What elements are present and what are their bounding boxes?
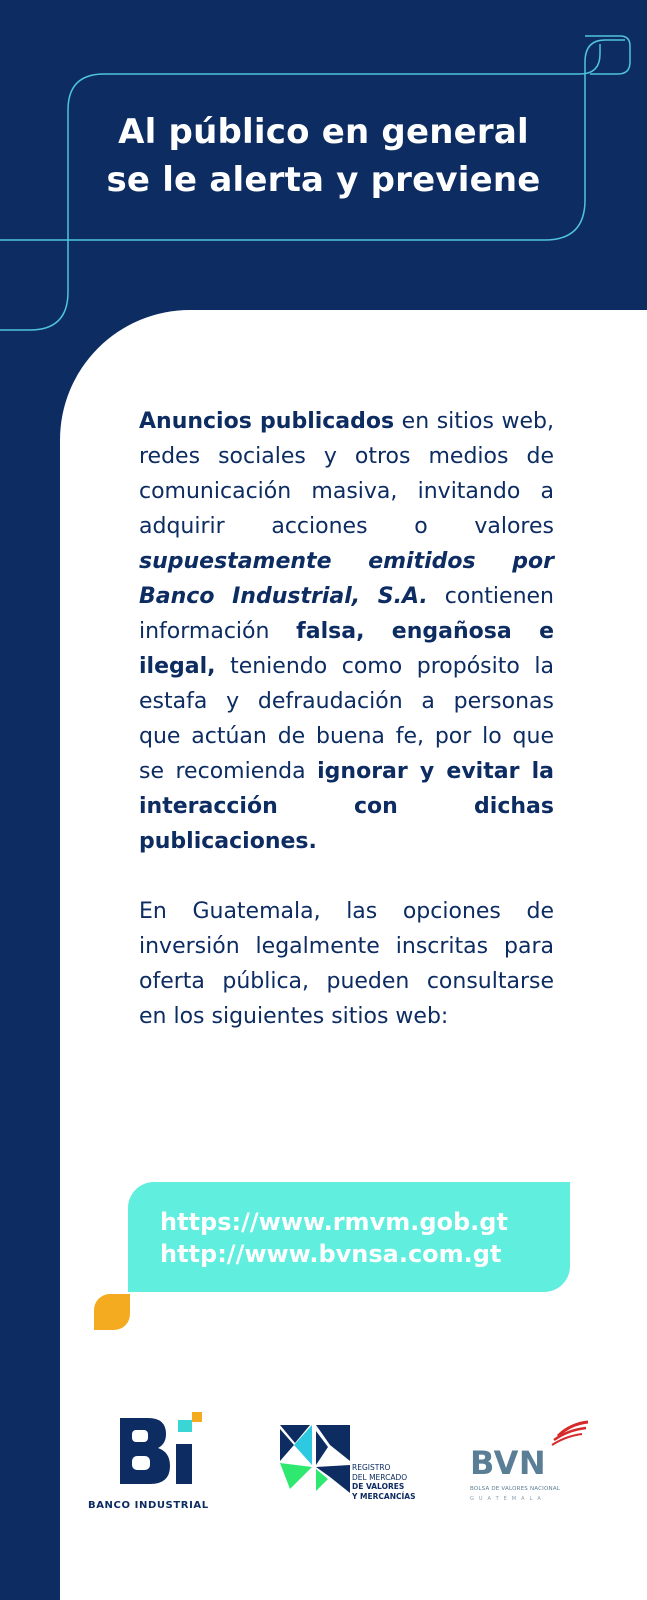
bi-caption: BANCO INDUSTRIAL bbox=[88, 1500, 209, 1511]
body-text-3: teniendo como propósito la estafa y defraudación a personas que actúan de buena fe, por lo que se recomienda bbox=[139, 654, 554, 784]
yellow-leaf-decoration bbox=[94, 1294, 130, 1330]
link-bvnsa[interactable]: http://www.bvnsa.com.gt bbox=[160, 1240, 502, 1268]
banco-industrial-logo bbox=[88, 1410, 228, 1520]
bvn-logo bbox=[470, 1420, 600, 1510]
rmvm-line-1: REGISTRO bbox=[352, 1463, 391, 1472]
emphasis-ads: Anuncios publicados bbox=[139, 409, 395, 434]
title-line-2: se le alerta y previene bbox=[106, 160, 541, 200]
bi-logo-mark bbox=[88, 1410, 228, 1500]
link-rmvm[interactable]: https://www.rmvm.gob.gt bbox=[160, 1208, 508, 1236]
info-paragraph: En Guatemala, las opciones de inversión legalmente inscritas para oferta pública, pueden consultarse en los siguientes sitios web: bbox=[139, 899, 554, 1029]
rmvm-line-2: DEL MERCADO bbox=[352, 1472, 408, 1482]
emphasis-supposedly-issued: supuestamente emitidos por Banco Industrial, S.A. bbox=[139, 549, 554, 609]
rmvm-logo-mark bbox=[280, 1425, 352, 1495]
bvn-subtitle: BOLSA DE VALORES NACIONAL bbox=[470, 1486, 561, 1492]
title-line-1: Al público en general bbox=[118, 112, 529, 152]
bvn-country: GUATEMALA bbox=[470, 1496, 546, 1502]
rmvm-line-4: Y MERCANCÍAS bbox=[352, 1491, 416, 1501]
alert-body bbox=[139, 404, 554, 1034]
rmvm-caption bbox=[352, 1463, 452, 1501]
emphasis-false-info: falsa, engañosa e ilegal, bbox=[139, 619, 555, 679]
emphasis-ignore: ignorar y evitar la interacción con dichas publicaciones. bbox=[139, 759, 554, 854]
alert-paragraph bbox=[139, 404, 554, 859]
links-box bbox=[128, 1182, 570, 1292]
bvn-wordmark: BVN bbox=[470, 1444, 547, 1482]
rmvm-logo bbox=[280, 1425, 440, 1505]
rmvm-line-3: DE VALORES bbox=[352, 1482, 405, 1491]
body-text-1: en sitios web, redes sociales y otros medios de comunicación masiva, invitando a adquirir acciones o valores bbox=[139, 409, 555, 539]
page-title bbox=[0, 108, 647, 204]
body-text-2: contienen información bbox=[139, 584, 555, 644]
